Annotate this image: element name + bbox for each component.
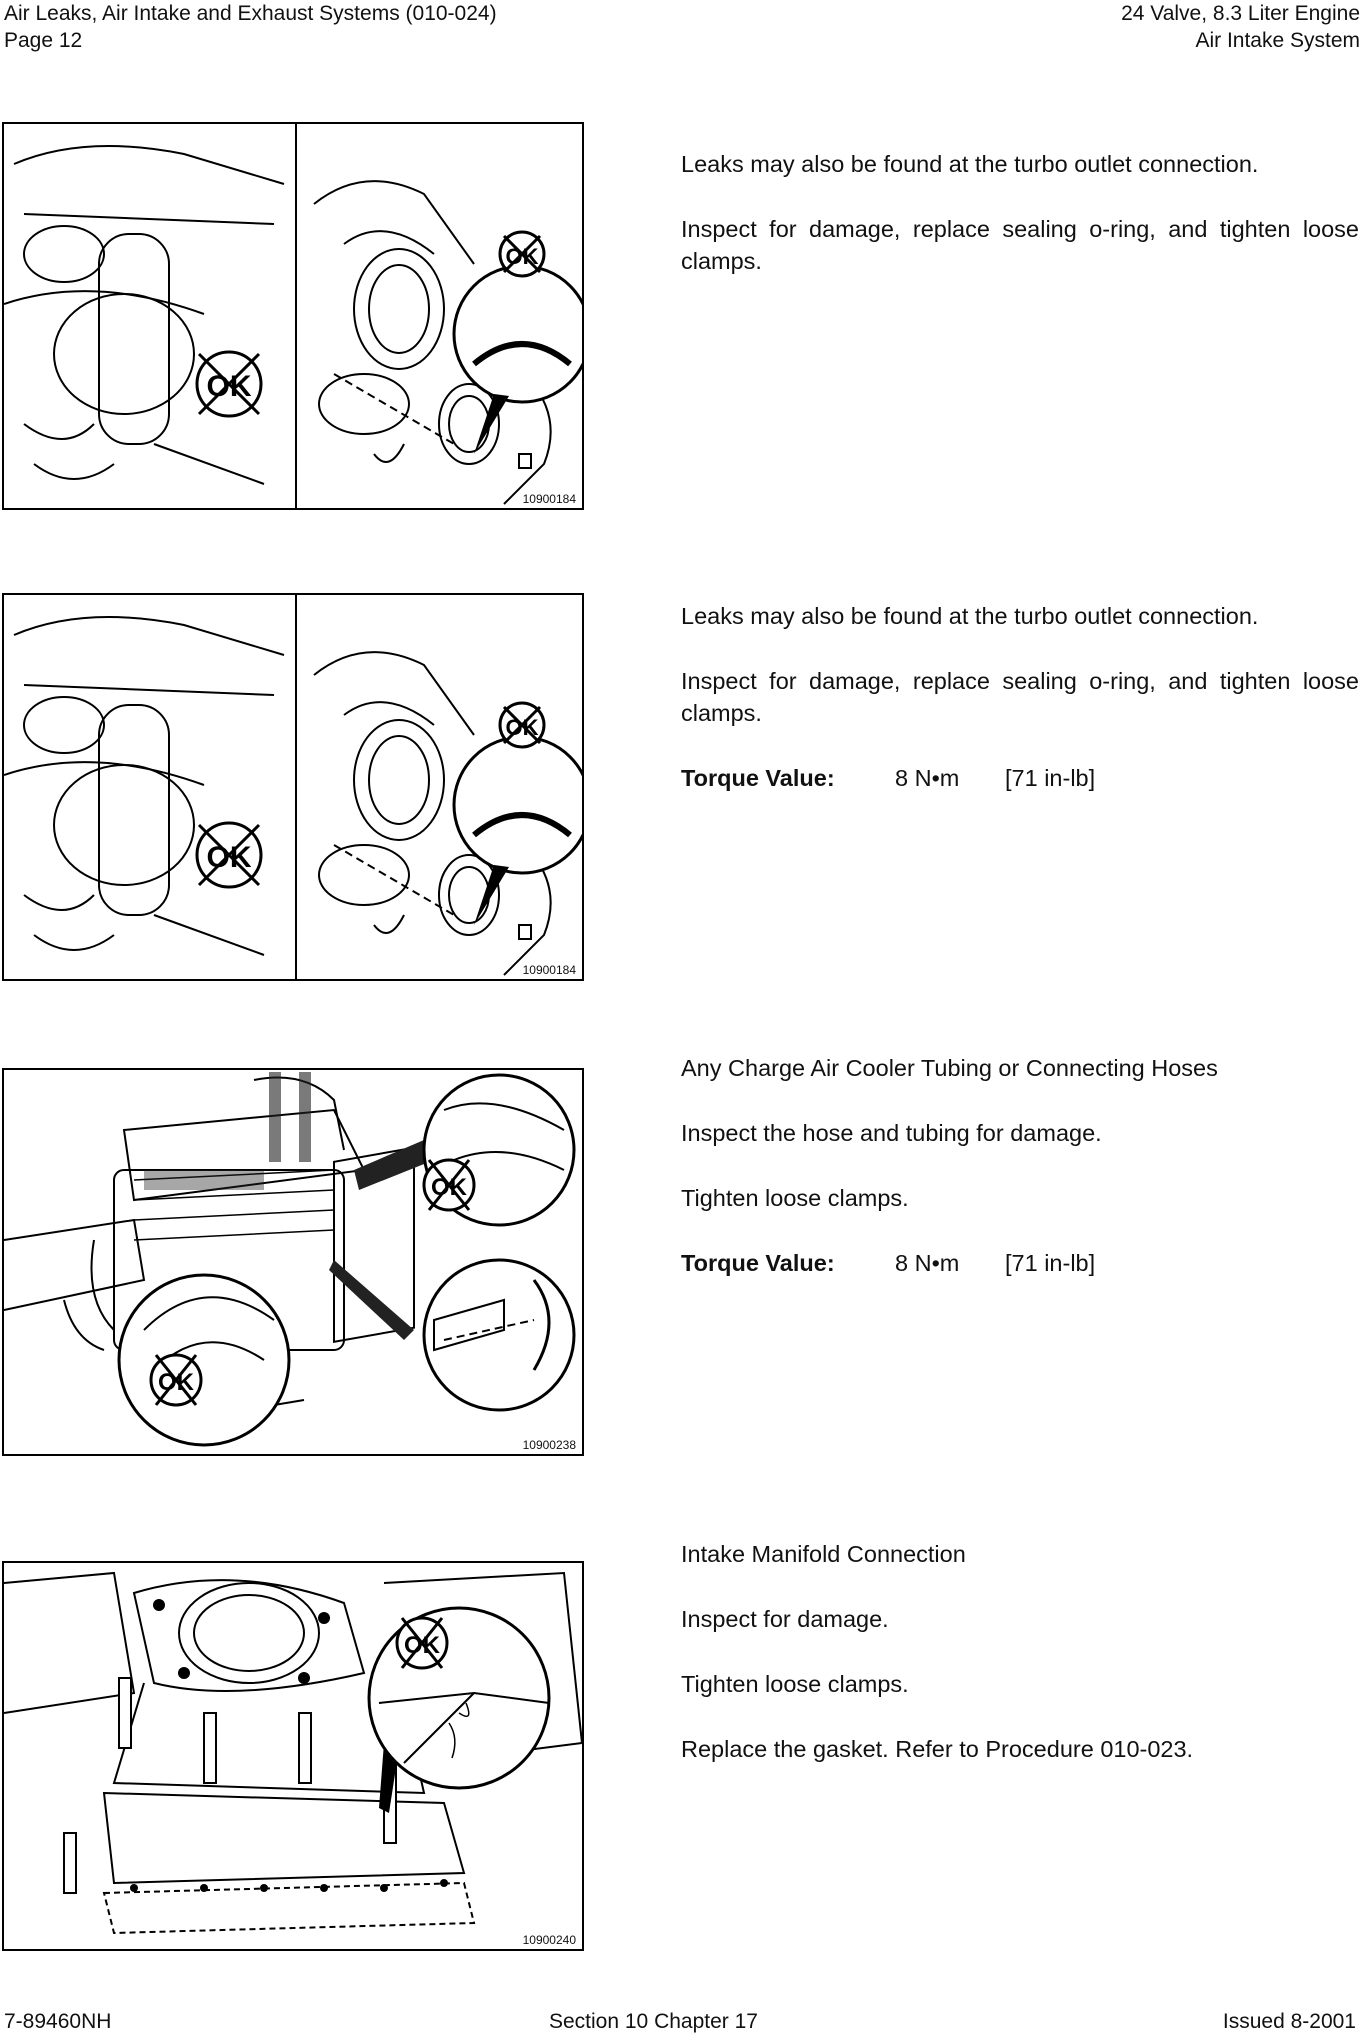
- ok-mark-label: OK: [505, 715, 539, 740]
- step-3-text: [681, 1052, 1359, 1279]
- section-title: Air Intake System: [1195, 29, 1360, 52]
- step-1-text: [681, 148, 1359, 310]
- step-line: Inspect for damage, replace sealing o-ring, and tighten loose clamps.: [681, 216, 1359, 274]
- step-line: Tighten loose clamps.: [681, 1185, 909, 1211]
- turbo-outlet-illustration: [4, 124, 582, 508]
- ok-mark-label: OK: [431, 1174, 467, 1201]
- torque-metric: 8 N•m: [895, 765, 960, 791]
- ok-mark-label: OK: [505, 244, 539, 269]
- step-4-text: [681, 1538, 1359, 1798]
- torque-metric: 8 N•m: [895, 1250, 960, 1276]
- page-number: Page 12: [4, 29, 83, 52]
- figure-code: 10900184: [522, 963, 576, 977]
- turbo-outlet-illustration: [4, 595, 582, 979]
- step-line: Leaks may also be found at the turbo outlet connection.: [681, 151, 1259, 177]
- page-header-right: [1121, 0, 1360, 54]
- footer-issue-date: Issued 8-2001: [1222, 2010, 1356, 2033]
- torque-imperial: [71 in-lb]: [1005, 765, 1096, 791]
- footer-document-number: 7-89460NH: [4, 2010, 112, 2033]
- ok-mark-label: OK: [158, 1369, 194, 1396]
- step-line: Tighten loose clamps.: [681, 1671, 909, 1697]
- charge-air-cooler-illustration: [4, 1070, 582, 1454]
- figure-turbo-outlet-2: [2, 593, 584, 981]
- figure-code: 10900238: [522, 1438, 576, 1452]
- document-title: Air Leaks, Air Intake and Exhaust Systems (010-024): [4, 2, 497, 25]
- torque-value: [681, 762, 1359, 794]
- ok-mark-label: OK: [206, 370, 252, 403]
- figure-code: 10900240: [522, 1933, 576, 1947]
- torque-value: [681, 1247, 1359, 1279]
- figure-turbo-outlet-1: [2, 122, 584, 510]
- step-line: Replace the gasket. Refer to Procedure 010-023.: [681, 1736, 1194, 1762]
- step-line: Inspect for damage, replace sealing o-ring, and tighten loose clamps.: [681, 668, 1359, 726]
- torque-label: Torque Value:: [681, 765, 835, 791]
- step-line: Inspect the hose and tubing for damage.: [681, 1120, 1102, 1146]
- step-line: Inspect for damage.: [681, 1606, 889, 1632]
- figure-code: 10900184: [522, 492, 576, 506]
- torque-imperial: [71 in-lb]: [1005, 1250, 1096, 1276]
- figure-intake-manifold: [2, 1561, 584, 1951]
- page-header-left: [4, 0, 497, 54]
- step-line: Leaks may also be found at the turbo outlet connection.: [681, 603, 1259, 629]
- step-2-text: [681, 600, 1359, 794]
- step-line: Intake Manifold Connection: [681, 1541, 966, 1567]
- torque-label: Torque Value:: [681, 1250, 835, 1276]
- step-line: Any Charge Air Cooler Tubing or Connecting Hoses: [681, 1055, 1218, 1081]
- ok-mark-label: OK: [206, 841, 252, 874]
- intake-manifold-illustration: [4, 1563, 582, 1949]
- footer-section: Section 10 Chapter 17: [549, 2010, 758, 2033]
- figure-charge-air-cooler: [2, 1068, 584, 1456]
- ok-mark-label: OK: [404, 1632, 440, 1659]
- engine-title: 24 Valve, 8.3 Liter Engine: [1121, 2, 1360, 25]
